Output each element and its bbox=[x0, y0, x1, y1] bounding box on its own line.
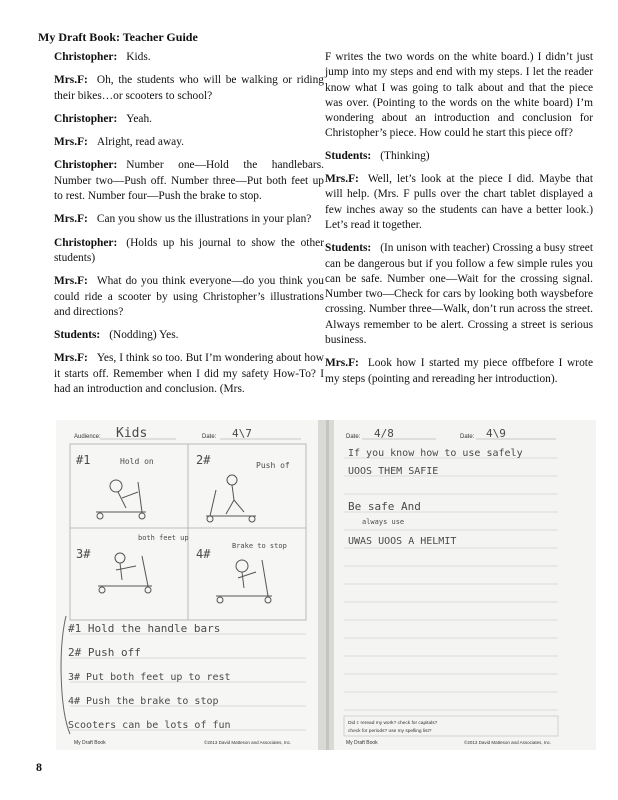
page-header: My Draft Book: Teacher Guide bbox=[38, 30, 198, 44]
right-date2-label: Date: bbox=[460, 434, 475, 440]
speaker: Students: bbox=[325, 242, 372, 255]
checklist-right: check for periods? use my spelling list? bbox=[348, 729, 432, 734]
left-line-5: Scooters can be lots of fun bbox=[68, 720, 231, 731]
speaker: Mrs.F: bbox=[54, 213, 88, 226]
dialogue-line bbox=[54, 351, 324, 397]
right-footer-copyright: ©2013 David Matteson and Associates, Inc. bbox=[464, 740, 552, 745]
left-footer-title: My Draft Book bbox=[74, 740, 106, 746]
dialogue-line bbox=[54, 50, 324, 65]
dialogue-text: What do you think everyone—do you think you could ride a scooter by using Christopher’s illustrations and directions? bbox=[54, 275, 324, 318]
audience-label: Audience: bbox=[74, 434, 101, 440]
left-column bbox=[54, 50, 324, 405]
dialogue-line bbox=[54, 328, 324, 343]
speaker: Mrs.F: bbox=[325, 173, 359, 186]
dialogue-text: Kids. bbox=[126, 51, 151, 63]
right-line-5: UWAS UOOS A HELMIT bbox=[348, 536, 457, 547]
dialogue-text: Yes, I think so too. But I’m wondering about how it starts off. Remember when I did my safety How-To? I had an introduction and conclusion. (Mrs. bbox=[54, 352, 324, 396]
left-line-3: 3# Put both feet up to rest bbox=[68, 672, 231, 683]
right-line-3: Be safe And bbox=[348, 500, 421, 513]
panel-1-caption: Hold on bbox=[120, 457, 154, 466]
dialogue-line bbox=[325, 149, 593, 164]
dialogue-text: F writes the two words on the white board.) I didn’t just jump into my steps and end with my steps. I let the reader know what I was going to talk about and that the piece was over. (Pointing to the words on the white board) I’m wondering about an introduction and conclusion for Christopher’s piece. How could he start this piece off? bbox=[325, 51, 593, 140]
dialogue-line bbox=[54, 73, 324, 104]
left-line-4: 4# Push the brake to stop bbox=[68, 696, 219, 707]
dialogue-line bbox=[325, 356, 593, 387]
dialogue-text: (Nodding) Yes. bbox=[109, 329, 179, 342]
right-column bbox=[325, 50, 593, 395]
dialogue-line bbox=[54, 158, 324, 204]
date-label: Date: bbox=[202, 434, 217, 440]
panel-2-caption: Push of bbox=[256, 461, 290, 470]
panel-2-number: 2# bbox=[196, 453, 211, 467]
journal-spine-shadow bbox=[326, 420, 329, 750]
left-footer-copyright: ©2013 David Matteson and Associates, Inc. bbox=[204, 740, 292, 745]
right-line-4: always use bbox=[362, 518, 405, 526]
dialogue-text: Can you show us the illustrations in your plan? bbox=[96, 213, 312, 226]
left-line-2: 2# Push off bbox=[68, 646, 141, 659]
speaker: Mrs.F: bbox=[54, 74, 88, 87]
dialogue-line bbox=[325, 241, 593, 348]
panel-1-number: #1 bbox=[76, 453, 91, 467]
dialogue-text: Well, let’s look at the piece I did. Maybe that will help. (Mrs. F pulls over the chart tablet displayed a few inches away so the students can have a better look.) Let’s read it together. bbox=[325, 173, 593, 231]
speaker: Christopher: bbox=[54, 51, 118, 63]
dialogue-line bbox=[54, 274, 324, 320]
panel-3-caption: both feet up bbox=[138, 534, 189, 542]
dialogue-text: (In unison with teacher) Crossing a busy street can be dangerous but if you follow a few simple rules you can be safe. Number one—Wait for the crossing signal. Number two—Check for cars by looking both waysbefore crossing. Number three—Walk, don’t run across the street. Always remember to be alert. Crossing a street is serious business. bbox=[325, 242, 593, 347]
dialogue-line bbox=[54, 135, 324, 150]
right-date2-value: 4\9 bbox=[486, 427, 506, 440]
dialogue-text: (Holds up his journal to show the other students) bbox=[54, 236, 324, 264]
speaker: Students: bbox=[54, 329, 101, 342]
speaker: Mrs.F: bbox=[325, 357, 359, 370]
checklist-left: Did I: reread my work? check for capitals? bbox=[348, 721, 438, 726]
right-footer-title: My Draft Book bbox=[346, 740, 378, 746]
left-line-1: #1 Hold the handle bars bbox=[68, 622, 221, 635]
dialogue-line bbox=[325, 172, 593, 233]
speaker: Christopher: bbox=[54, 159, 118, 172]
right-line-2: UOOS THEM SAFIE bbox=[348, 466, 439, 477]
dialogue-text: Oh, the students who will be walking or riding their bikes…or scooters to school? bbox=[54, 74, 324, 102]
student-journal-photo bbox=[56, 420, 596, 750]
speaker: Christopher: bbox=[54, 112, 118, 125]
dialogue-line bbox=[54, 236, 324, 267]
speaker: Mrs.F: bbox=[54, 275, 88, 288]
dialogue-text: (Thinking) bbox=[380, 149, 430, 162]
right-line-1: If you know how to use safely bbox=[348, 448, 523, 459]
dialogue-text: Yeah. bbox=[126, 112, 153, 125]
panel-4-caption: Brake to stop bbox=[232, 542, 287, 550]
right-date-label: Date: bbox=[346, 434, 361, 440]
date-value: 4\7 bbox=[232, 427, 252, 440]
page-number: 8 bbox=[36, 760, 42, 774]
dialogue-line bbox=[54, 112, 324, 127]
speaker: Christopher: bbox=[54, 236, 118, 249]
dialogue-line bbox=[54, 212, 324, 227]
audience-value: Kids bbox=[116, 426, 148, 441]
right-date-value: 4/8 bbox=[374, 427, 394, 440]
dialogue-text: Look how I started my piece offbefore I wrote my steps (pointing and rereading her introduction). bbox=[325, 357, 593, 385]
dialogue-line bbox=[325, 50, 593, 142]
speaker: Students: bbox=[325, 149, 372, 162]
panel-4-number: 4# bbox=[196, 547, 211, 561]
speaker: Mrs.F: bbox=[54, 136, 88, 149]
speaker: Mrs.F: bbox=[54, 352, 88, 365]
panel-3-number: 3# bbox=[76, 547, 91, 561]
dialogue-text: Number one—Hold the handlebars. Number two—Push off. Number three—Put both feet up to rest. Number four—Push the brake to stop. bbox=[54, 159, 324, 203]
dialogue-text: Alright, read away. bbox=[96, 136, 185, 149]
